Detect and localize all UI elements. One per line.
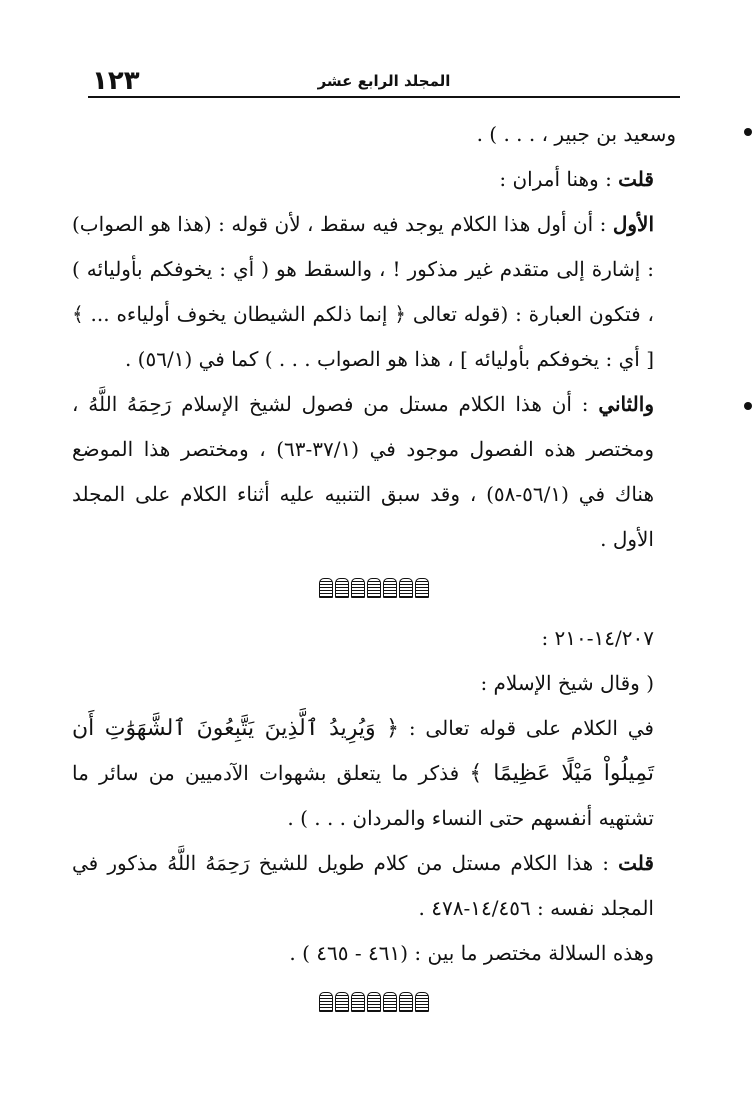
ornament-icon [335,578,349,598]
ornament-icon [351,992,365,1012]
page-header [88,66,680,98]
paragraph: وهذه السلالة مختصر ما بين : (٤٦١ - ٤٦٥ ) . [289,941,654,965]
ornament-icon [399,992,413,1012]
margin-mark [744,128,752,136]
ornament-divider [72,984,676,1018]
ornament-icon [335,992,349,1012]
paragraph [72,202,676,382]
ornament-icon [351,578,365,598]
paragraph-lead: قلت [618,851,654,875]
text-line: وسعيد بن جبير ، . . . ) . [476,122,676,146]
paragraph [72,382,676,562]
paragraph-lead: قلت [618,167,654,191]
paragraph-text: : هذا الكلام مستل من كلام طويل للشيخ رَحِمَهُ اللَّهُ مذكور في المجلد نفسه : ١٤/٤٥٦-٤٧٨ . [72,851,654,920]
paragraph [72,706,676,841]
quran-verse: ﴿ وَيُرِيدُ ٱلَّذِينَ يَتَّبِعُونَ ٱلشَّهَوَٰتِ أَن تَمِيلُواْ مَيْلًا عَظِيمًا ﴾ [72,716,655,786]
ornament-icon [415,578,429,598]
paragraph-text: : وهنا أمران : [499,167,619,191]
margin-mark [744,402,752,410]
paragraph-text: : أن هذا الكلام مستل من فصول لشيخ الإسلام رَحِمَهُ اللَّهُ ، ومختصر هذه الفصول موجود في (٣٧/١-٦٣) ، ومختصر هذا الموضع هناك في (٥٦/١-٥٨) ، وقد سبق التنبيه عليه أثناء الكلام على المجلد الأول . [72,392,655,551]
paragraph [72,841,676,931]
page-number: ١٢٣ [92,66,140,96]
ornament-icon [367,992,381,1012]
ornament-icon [383,578,397,598]
paragraph-text: : أن أول هذا الكلام يوجد فيه سقط ، لأن قوله : (هذا هو الصواب) : إشارة إلى متقدم غير مذكور ! ، والسقط هو ( أي : يخوفكم بأوليائه ) ، فتكون العبارة : (قوله تعالى ﴿ إنما ذلكم الشيطان يخوف أولياءه ... ﴾ [ أي : يخوفكم بأوليائه ] ، هذا هو الصواب . . . ) كما في (٥٦/١) . [72,212,654,371]
paragraph-lead: والثاني [598,392,654,416]
paragraph-text: فذكر ما يتعلق بشهوات الآدميين من سائر ما تشتهيه أنفسهم حتى النساء والمردان . . . ) . [72,761,654,830]
ornament-divider [72,570,676,604]
ornament-icon [319,992,333,1012]
ornament-icon [319,578,333,598]
paragraph-text: في الكلام على قوله تعالى : [399,716,654,740]
reference-line: ١٤/٢٠٧-٢١٠ : [541,626,654,650]
ornament-icon [383,992,397,1012]
paragraph [72,157,676,202]
page-body [72,112,676,1030]
paragraph-lead: الأول [612,212,654,236]
running-title: المجلد الرابع عشر [317,72,451,90]
quote-open: ( وقال شيخ الإسلام : [480,671,654,695]
ornament-icon [415,992,429,1012]
ornament-icon [399,578,413,598]
ornament-icon [367,578,381,598]
